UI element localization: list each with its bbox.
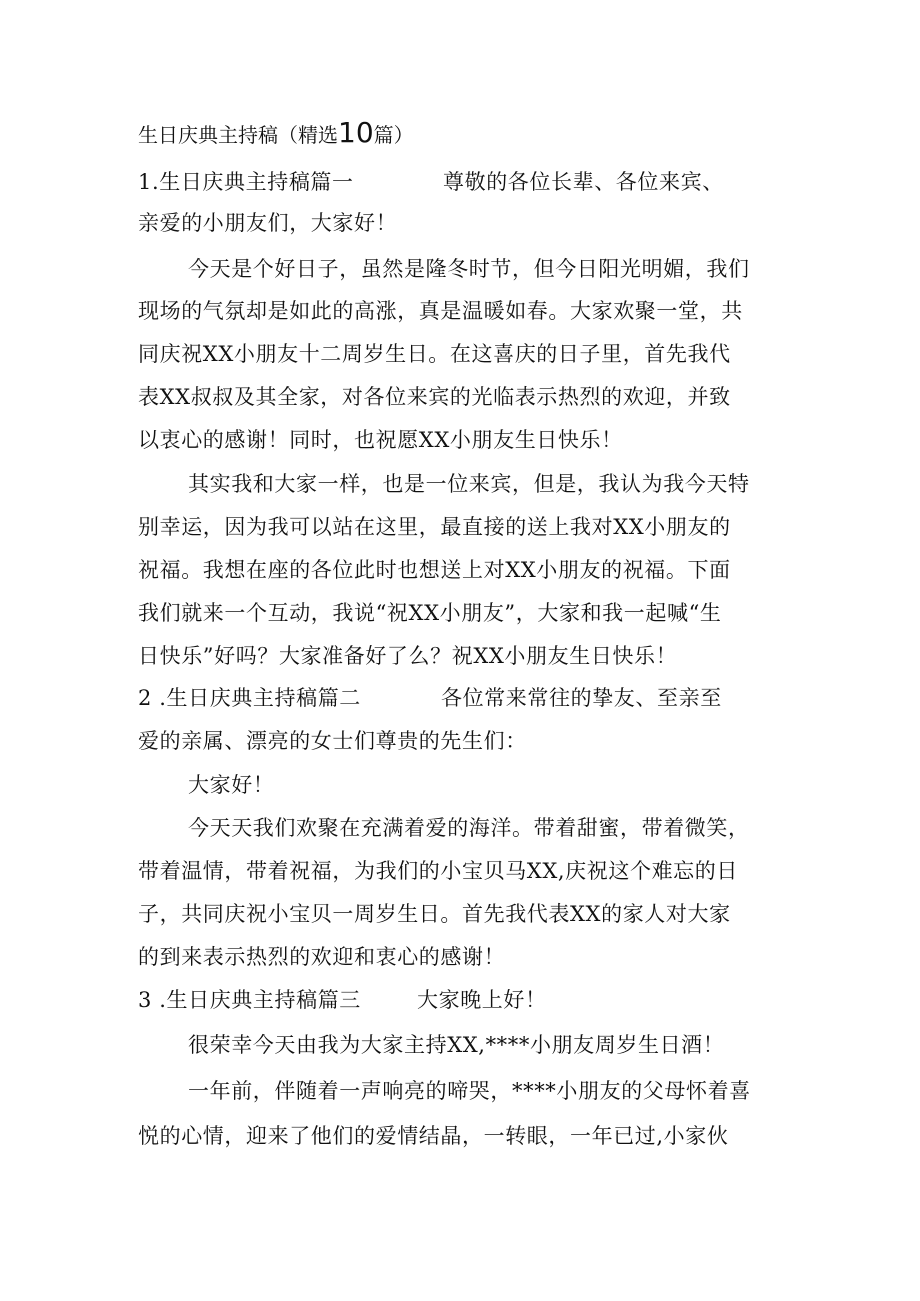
section-2-p1-line: 大家好！ xyxy=(188,773,275,797)
section-3-p2-line: 一年前，伴随着一声响亮的啼哭，****小朋友的父母怀着喜 xyxy=(188,1079,751,1103)
section-3-p1-line: 很荣幸今天由我为大家主持XX,****小朋友周岁生日酒！ xyxy=(188,1033,725,1057)
section-2-greeting-a: 各位常来常往的挚友、至亲至 xyxy=(441,686,722,710)
section-1-p1-line: 表XX叔叔及其全家，对各位来宾的光临表示热烈的欢迎，并致 xyxy=(138,385,731,409)
section-3-p2-line: 悦的心情，迎来了他们的爱情结晶，一转眼，一年已过,小家伙 xyxy=(138,1124,729,1148)
section-2-p2-line: 子，共同庆祝小宝贝一周岁生日。首先我代表XX的家人对大家 xyxy=(138,902,731,926)
section-1-p1-line: 今天是个好日子，虽然是隆冬时节，但今日阳光明媚，我们 xyxy=(188,257,750,281)
section-2-p2-line: 今天天我们欢聚在充满着爱的海洋。带着甜蜜，带着微笑， xyxy=(188,816,750,840)
title-prefix: 生日庆典主持稿（精选 xyxy=(138,123,338,147)
section-1-p2-line: 日快乐”好吗？大家准备好了么？祝XX小朋友生日快乐！ xyxy=(138,644,678,668)
section-3-greeting-a: 大家晚上好！ xyxy=(417,988,547,1012)
section-1-p2-line: 我们就来一个互动，我说“祝XX小朋友”，大家和我一起喊“生 xyxy=(138,601,722,625)
section-2-p2-line: 的到来表示热烈的欢迎和衷心的感谢！ xyxy=(138,945,506,969)
section-1-p1-line: 同庆祝XX小朋友十二周岁生日。在这喜庆的日子里，首先我代 xyxy=(138,342,731,366)
title-number: 10 xyxy=(338,116,374,149)
section-1-p2-line: 其实我和大家一样，也是一位来宾，但是，我认为我今天特 xyxy=(188,472,750,496)
section-1-p2-line: 祝福。我想在座的各位此时也想送上对XX小朋友的祝福。下面 xyxy=(138,558,731,582)
title-suffix: 篇） xyxy=(373,123,414,147)
section-2-heading: 2 .生日庆典主持稿篇二 xyxy=(138,686,361,710)
section-1-heading: 1.生日庆典主持稿篇一 xyxy=(138,170,354,194)
section-3-heading: 3 .生日庆典主持稿篇三 xyxy=(138,988,361,1012)
section-2-greeting-b: 爱的亲属、漂亮的女士们尊贵的先生们： xyxy=(138,729,527,753)
document-title xyxy=(138,117,414,151)
section-1-greeting-b: 亲爱的小朋友们，大家好！ xyxy=(138,211,398,235)
section-1-greeting-a: 尊敬的各位长辈、各位来宾、 xyxy=(443,170,724,194)
section-1-p1-line: 以衷心的感谢！同时，也祝愿XX小朋友生日快乐！ xyxy=(138,428,623,452)
section-1-p1-line: 现场的气氛却是如此的高涨，真是温暖如春。大家欢聚一堂，共 xyxy=(138,299,743,323)
section-1-p2-line: 别幸运，因为我可以站在这里，最直接的送上我对XX小朋友的 xyxy=(138,515,731,539)
section-2-p2-line: 带着温情，带着祝福，为我们的小宝贝马XX,庆祝这个难忘的日 xyxy=(138,859,738,883)
